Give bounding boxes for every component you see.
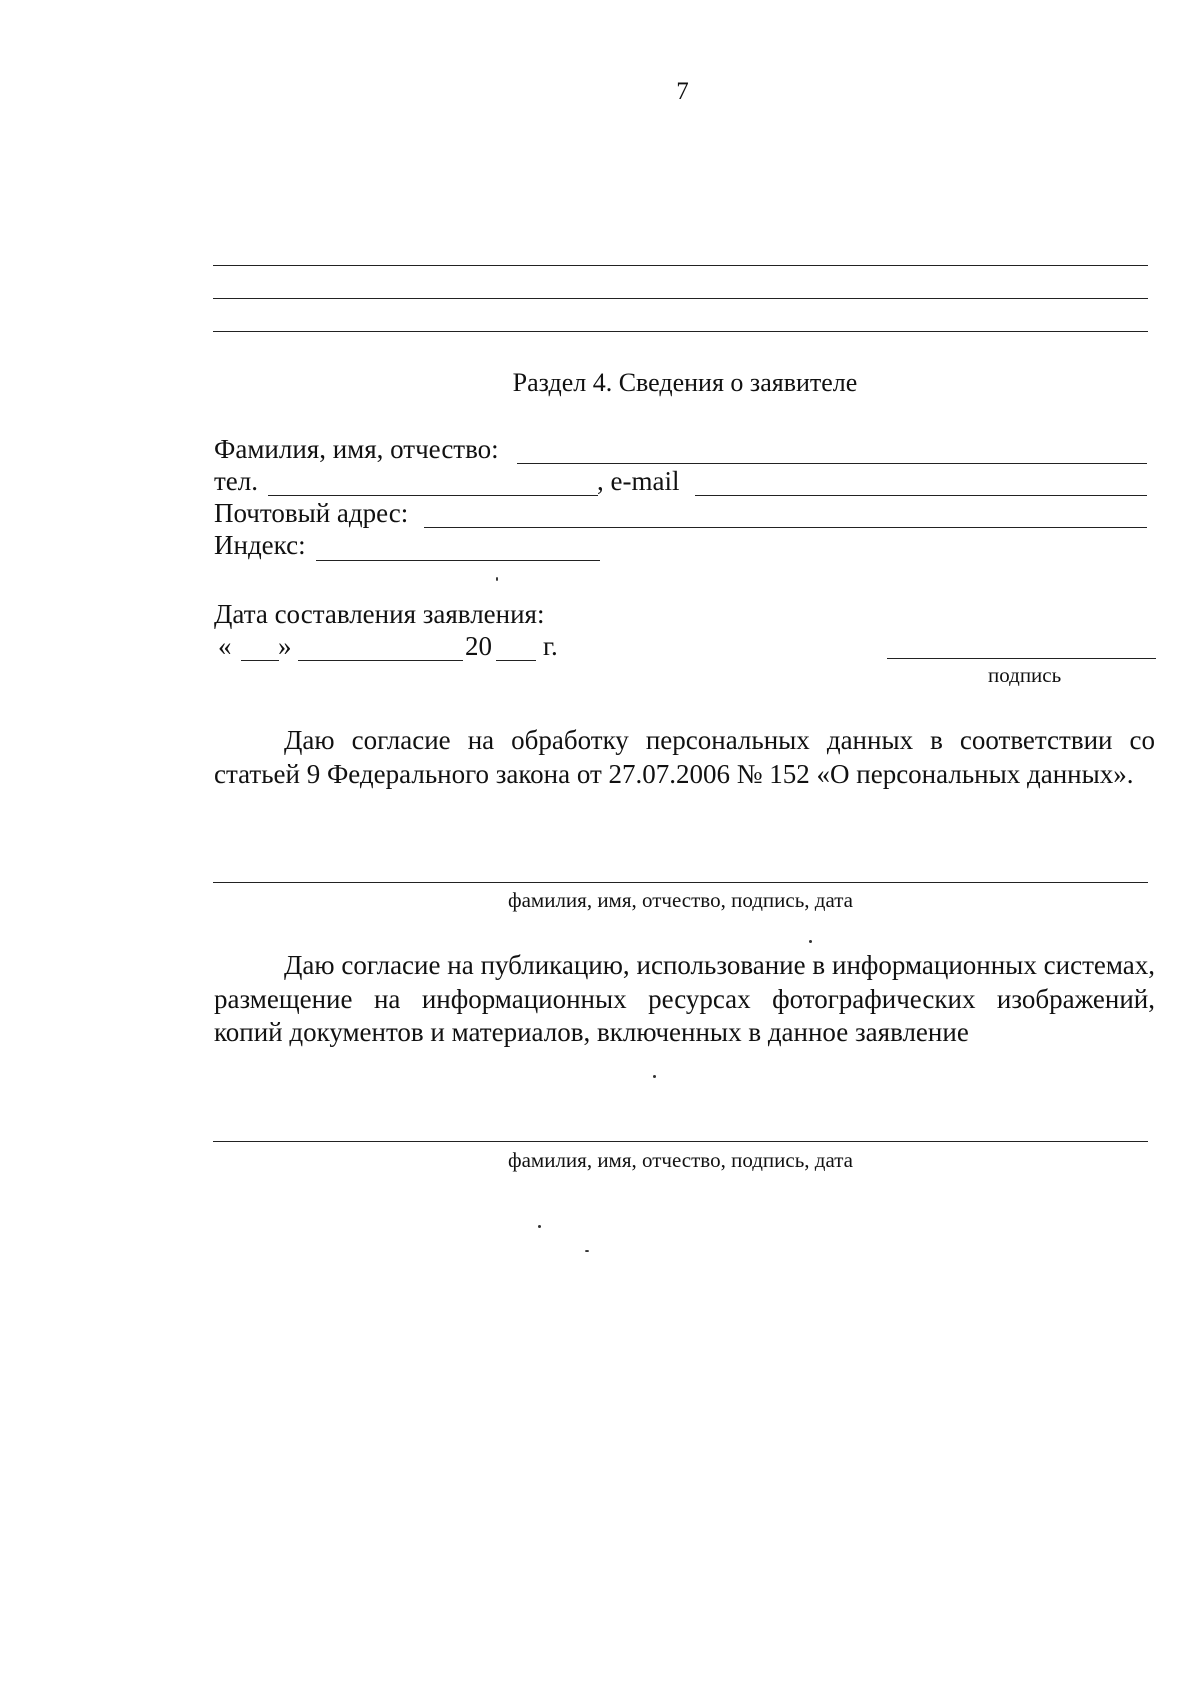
full-name-label: Фамилия, имя, отчество: xyxy=(214,434,499,464)
index-label: Индекс: xyxy=(214,530,306,560)
index-field[interactable] xyxy=(316,560,600,561)
page-number: 7 xyxy=(676,78,689,105)
consent-publication-signature-field[interactable] xyxy=(213,1141,1148,1142)
signature-field[interactable] xyxy=(887,658,1156,659)
email-label: , e-mail xyxy=(597,466,680,496)
full-name-field[interactable] xyxy=(517,463,1147,464)
date-month-field[interactable] xyxy=(298,660,463,661)
consent-publication-caption: фамилия, имя, отчество, подпись, дата xyxy=(507,1148,853,1172)
consent-personal-data-caption: фамилия, имя, отчество, подпись, дата xyxy=(507,888,853,912)
email-field[interactable] xyxy=(695,495,1147,496)
date-label: Дата составления заявления: xyxy=(214,599,545,629)
scan-speck xyxy=(538,1225,541,1228)
consent-personal-data-signature-field[interactable] xyxy=(213,882,1148,883)
scan-speck xyxy=(496,577,498,581)
phone-label: тел. xyxy=(214,466,259,496)
date-year-suffix: г. xyxy=(543,631,558,661)
scan-speck xyxy=(809,940,812,943)
postal-address-label: Почтовый адрес: xyxy=(214,498,409,528)
consent-personal-data-text: Даю согласие на обработку персональных данных в соответствии со статьей 9 Федерального закона от 27.07.2006 № 152 «О персональных данных». xyxy=(214,725,1155,789)
blank-line-3[interactable] xyxy=(213,331,1148,332)
phone-field[interactable] xyxy=(268,495,598,496)
date-year-field[interactable] xyxy=(496,660,536,661)
date-close-quote: » xyxy=(278,631,292,661)
date-year-prefix: 20 xyxy=(465,631,492,661)
signature-caption: подпись xyxy=(988,663,1062,687)
scan-speck xyxy=(585,1250,589,1252)
blank-line-2[interactable] xyxy=(213,298,1148,299)
date-open-quote: « xyxy=(218,631,232,661)
blank-line-1[interactable] xyxy=(213,265,1148,266)
postal-address-field[interactable] xyxy=(424,527,1147,528)
consent-publication-text: Даю согласие на публикацию, использование в информационных системах, размещение на информационных ресурсах фотографических изображений, копий документов и материалов, включенных в данное заявление xyxy=(214,950,1155,1047)
section-title: Раздел 4. Сведения о заявителе xyxy=(512,368,858,397)
scan-speck xyxy=(653,1075,656,1078)
date-day-field[interactable] xyxy=(241,660,279,661)
